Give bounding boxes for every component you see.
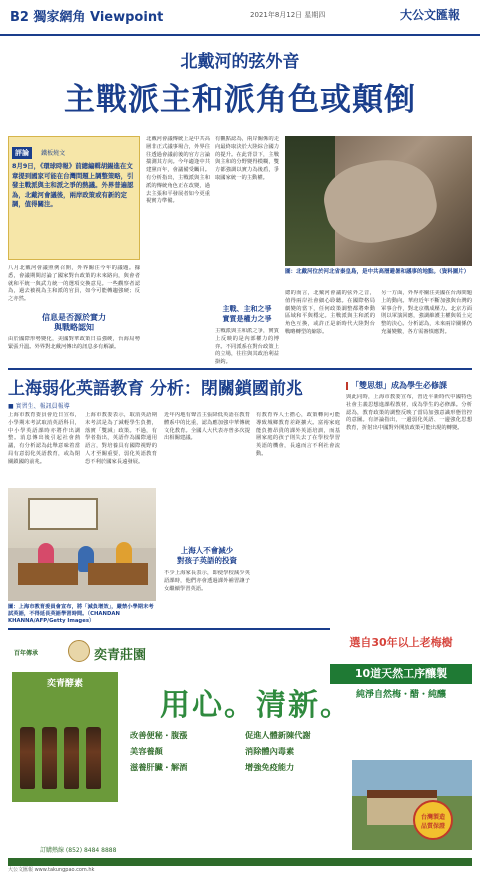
quality-badge: 台灣製造 品質保證 xyxy=(413,800,453,840)
ad-process-line: 10道天然工序釀製 xyxy=(330,664,472,684)
bottle-icon xyxy=(86,727,101,789)
article2-col2-text: 上海市教委表示，取消英語期末考試是為了減輕學生負擔，落實「雙減」政策。不過，有學者指出，英語作為國際通用語言，對培養具有國際視野的人才至關重要，弱化英語教育恐不利於國家長遠發展。 xyxy=(85,412,157,465)
summary-box xyxy=(8,136,140,260)
product-panel xyxy=(12,672,118,802)
article2-col3-text-2: 不少上海家長表示，即使學校減少英語課時，他們亦會透過課外補習讓子女繼續學習英語。 xyxy=(164,570,250,592)
masthead-logo: 大公文匯報 xyxy=(400,8,461,22)
article1-col3-text: 有觀點認為，兩岸關係的走向最終取決於大陸綜合國力的提升。在此背景下，主戰與主和的分野變得模糊，雙方都強調以實力為後盾，爭取國家統一的主動權。 xyxy=(215,136,279,181)
product-title: 奕青酵素 xyxy=(46,679,83,689)
sidebar-text: 與此同時，上海市教委宣布，習近平新時代中國特色社會主義思想進課程教材，成為學生的必修課。分析認為，教育政策的調整反映了當局加強意識形態管控的意圖。有評論指出，一邊弱化英語、一邊強化思想教育，折射出中國對外開放政策可能出現的轉變。 xyxy=(346,394,472,432)
article1-col5-text: 另一方面，外界亦關注美國在台海問題上的動向。華府近年不斷加強與台灣的軍事合作，對北京構成壓力。北京方面則以軍演回應，強調維護主權與領土完整的決心。分析認為，未來兩岸關係仍充滿變數，各方需審慎應對。 xyxy=(381,290,472,335)
article1-col1-subhead: 信息是否源於實力 與戰略認知 xyxy=(42,313,106,332)
article2-byline: ■ 實習生、報訊員報導 xyxy=(8,403,70,410)
section-label: B2 獨家網角 Viewpoint xyxy=(10,10,164,25)
ad-bottom-bar xyxy=(8,858,472,866)
classroom-photo xyxy=(8,488,156,601)
benefit-item: 改善便秘・腹漲 xyxy=(130,730,188,740)
summary-author: 鐵板燒文 xyxy=(41,150,66,157)
article2-col1-text: 上海市教育委員會近日宣布，小學期末考試取消英語科目，中小學英語課時亦將作出調整。消息傳出後引起社會熱議，有分析認為此舉意味着當局有意弱化英語教育，或為閉關鎖國的前兆。 xyxy=(8,412,80,465)
article1-col3-text-2: 主戰派與主和派之爭，實質上反映的是內部權力的博弈。不同派系在對台政策上的立場，往往與其政治利益掛鈎。 xyxy=(215,328,279,366)
brand-logo-icon xyxy=(68,640,90,662)
article1-col3-subhead: 主戰、主和之爭 實質是權力之爭 xyxy=(222,305,272,323)
article2-col3-text: 近年內地有聲音主張降低英語在教育體系中的比重，認為應加強中華傳統文化教育。全國人大代表亦曾多次提出相關建議。 xyxy=(164,412,250,442)
benefit-item: 美容養顏 xyxy=(130,746,163,756)
benefit-item: 增強免疫能力 xyxy=(245,762,295,772)
article1-subtitle: 北戴河的弦外音 xyxy=(180,52,300,72)
ad-tag: 百年傳承 xyxy=(14,650,39,657)
article1-col4-text: 總的而言，北戴河會議的弦外之音，值得兩岸社會細心聆聽。在國際格局劇變的當下，任何政策調整都將牽動區域和平與穩定。主戰派與主和派的角色互換，或許正是新時代大陸對台戰略轉型的縮影。 xyxy=(285,290,375,335)
bottle-icon xyxy=(42,727,57,789)
benefit-item: 促進人體新陳代謝 xyxy=(245,730,311,740)
ad-phone: 訂購熱線 (852) 8484 8888 xyxy=(40,847,117,854)
ad-years-line: 選自30年以上老梅樹 xyxy=(330,628,472,664)
ad-process-line-2: 純淨自然梅・醋・純釀 xyxy=(355,690,446,700)
issue-date: 2021年8月12日 星期四 xyxy=(250,11,326,19)
photo1-caption: 圖：北戴河位於河北省秦皇島，是中共高層避暑和議事的地點。（資料圖片） xyxy=(285,269,470,275)
page-footer: 大公文匯報 www.takungpao.com.hk xyxy=(8,867,95,873)
ad-brand-name: 奕青莊園 xyxy=(94,648,147,663)
ad-slogan: 用心。清新。 xyxy=(160,688,352,723)
sidebar-heading xyxy=(346,380,472,391)
bottle-icon xyxy=(64,727,79,789)
article1-headline: 主戰派主和派角色或顛倒 xyxy=(64,82,416,118)
sidebar-heading-text: 「雙思想」成為學生必修課 xyxy=(351,381,447,390)
summary-text: 8月9日，《環球時報》前總編輯胡錫進在文章提到國家可能在台灣問題上調整策略，引發主戰派與主和派之爭的熱議。外界普遍認為，北戴河會議後，兩岸政策或有新的定調，值得關注。 xyxy=(12,162,134,208)
farm-photo xyxy=(352,760,472,850)
photo2-caption: 圖：上海市教育委員會宣布，將「減負增效」，嚴禁小學期末考試英語，不得延長英語學習時間。（CHANDAN KHANNA/AFP/Getty Images） xyxy=(8,604,154,624)
summary-tag: 評論 xyxy=(12,147,32,159)
article1-col1-text: 八月北戴河會議照例召開，外界關注今年的議題。據悉，會議期間討論了國家對台政策的未來路向，與會者就和平統一與武力統一的選項交換意見。一些觀察者認為，過去被視為主和派的官員，如今可能轉趨強硬；反之亦然。 xyxy=(8,265,140,303)
article2-col3-subhead: 上海人不會減少 對孩子英語的投資 xyxy=(177,546,237,565)
article-divider xyxy=(8,368,472,370)
benefit-item: 滋養肝臟・解酒 xyxy=(130,762,188,772)
article2-headline: 上海弱化英語教育 分析：閉關鎖國前兆 xyxy=(8,379,303,399)
article1-col2-text: 北戴河會議傳統上是中共高層非正式議事場合，外界往往透過會議前後的官方言論揣測其方向。今年適逢中共建黨百年，會議備受矚目。有分析指出，主戰派與主和派的傳統角色正在改變，過去主張和平發展者如今更重視實力準備。 xyxy=(146,136,210,205)
bottle-icon xyxy=(20,727,35,789)
beidaihe-photo xyxy=(285,136,472,266)
article2-col4-text: 有教育界人士擔心，政策轉向可能導致城鄉教育差距擴大。富裕家庭能負擔昂貴的課外英語培訓，而基層家庭的孩子則失去了在學校學習英語的機會，長遠而言不利社會流動。 xyxy=(256,412,340,457)
benefit-item: 消除體內毒素 xyxy=(245,746,295,756)
article1-col1-text-2: 由於國際形勢變化，美國對華政策日益強硬，台海局勢緊張升溫。外界對北戴河傳出的訊息多有解讀。 xyxy=(8,336,140,350)
